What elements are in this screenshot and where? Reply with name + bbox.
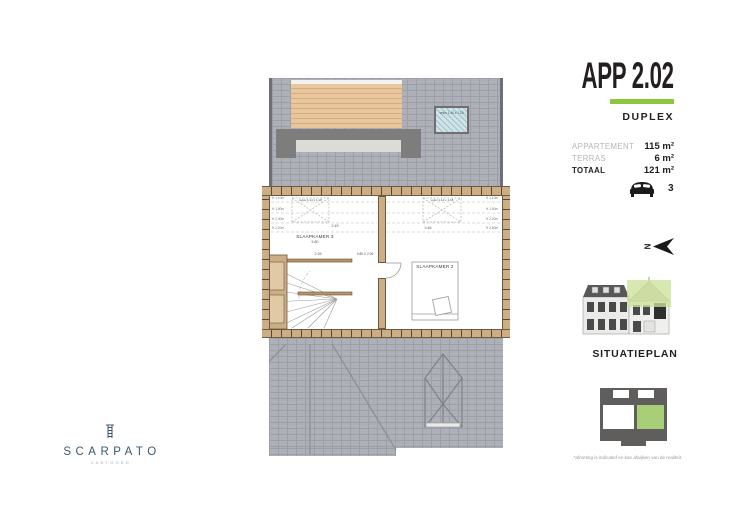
dim-room1: 2.49	[331, 224, 339, 228]
siteplan-diagram	[600, 388, 667, 441]
dormer-sill	[426, 423, 460, 427]
area-row-totaal	[572, 165, 674, 176]
area-value: 121 m²	[643, 165, 674, 176]
dormer	[425, 354, 462, 427]
siteplan-entrance	[621, 441, 646, 446]
velux-right-label: velux 1.14 x 1.18	[430, 198, 454, 202]
situatieplan-title: SITUATIEPLAN	[592, 348, 678, 360]
siteplan-unit-highlight	[637, 405, 664, 429]
floor-plan	[262, 78, 510, 460]
height-l2: H 1.50m	[272, 207, 285, 211]
roof-skylight-label: velux 1.40 x 1.18	[439, 111, 464, 115]
wall-left	[262, 196, 270, 329]
upper-roof	[269, 78, 503, 186]
brand-logo	[52, 424, 168, 465]
accent-underline	[610, 99, 674, 104]
terrace-deck	[291, 80, 402, 128]
area-label: TOTAAL	[572, 166, 606, 175]
bedroom-count-row	[629, 180, 674, 197]
area-value: 115 m²	[644, 141, 674, 152]
roof-hip-line-small	[269, 344, 286, 364]
facade-illustration	[582, 277, 680, 335]
height-r3: H 2.20m	[486, 217, 499, 221]
height-r1: H 1.10m	[486, 196, 499, 200]
siteplan-neighbour-unit	[603, 405, 634, 429]
brand-tagline: VASTGOED	[90, 461, 132, 465]
north-label: N	[642, 243, 652, 250]
ladder-icon	[104, 424, 116, 439]
apartment-title: APP 2.02	[581, 55, 674, 96]
dim-stair: 2.25	[314, 252, 322, 256]
facade-unit-highlight	[627, 280, 671, 307]
wall-top	[262, 186, 510, 196]
dim-door: 0.80 X 2.06	[356, 252, 374, 256]
door-swing-icon	[386, 263, 401, 278]
roof-hip-line	[332, 344, 396, 450]
dim-room2: 3.46	[424, 226, 432, 230]
roof-skylight	[434, 106, 469, 134]
area-row-terras	[572, 153, 674, 164]
height-l3: H 2.40m	[272, 217, 285, 221]
terrace-bench-seat	[296, 140, 401, 152]
bedroom-count: 3	[668, 183, 674, 194]
siteplan-notch	[638, 390, 654, 398]
bed-outline	[412, 262, 458, 320]
area-value: 6 m²	[654, 153, 674, 164]
room-label-slaapkamer3: SLAAPKAMER 3	[296, 234, 334, 239]
wall-central-lower	[378, 278, 386, 329]
bed-icon	[629, 180, 655, 197]
room1-dim: 5.80	[311, 240, 319, 244]
brand-name: SCARPATO	[63, 446, 161, 458]
interior	[262, 196, 510, 329]
area-row-appartement	[572, 141, 674, 152]
height-l1: H 1.10m	[272, 196, 285, 200]
room-label-slaapkamer2: SLAAPKAMER 2	[416, 264, 454, 269]
disclaimer-note: *afmeting is indicatief en kan afwijken van de realiteit.	[573, 455, 683, 460]
lower-roof-linework	[269, 338, 503, 460]
wall-right	[502, 196, 510, 329]
north-arrow-icon	[653, 238, 674, 255]
area-label: TERRAS	[572, 154, 607, 163]
area-table	[572, 141, 674, 177]
type-label: DUPLEX	[622, 111, 674, 123]
height-r4: H 2.80m	[486, 226, 499, 230]
height-l4: H 2.20m	[272, 226, 285, 230]
area-label: APPARTEMENT	[572, 142, 635, 151]
wall-bottom	[262, 329, 510, 338]
height-r2: H 1.50m	[486, 207, 499, 211]
north-indicator	[644, 238, 674, 255]
velux-left-label: velux 1.14 x 1.18	[299, 198, 322, 202]
siteplan-notch	[613, 390, 629, 398]
interior-linework	[262, 196, 510, 329]
